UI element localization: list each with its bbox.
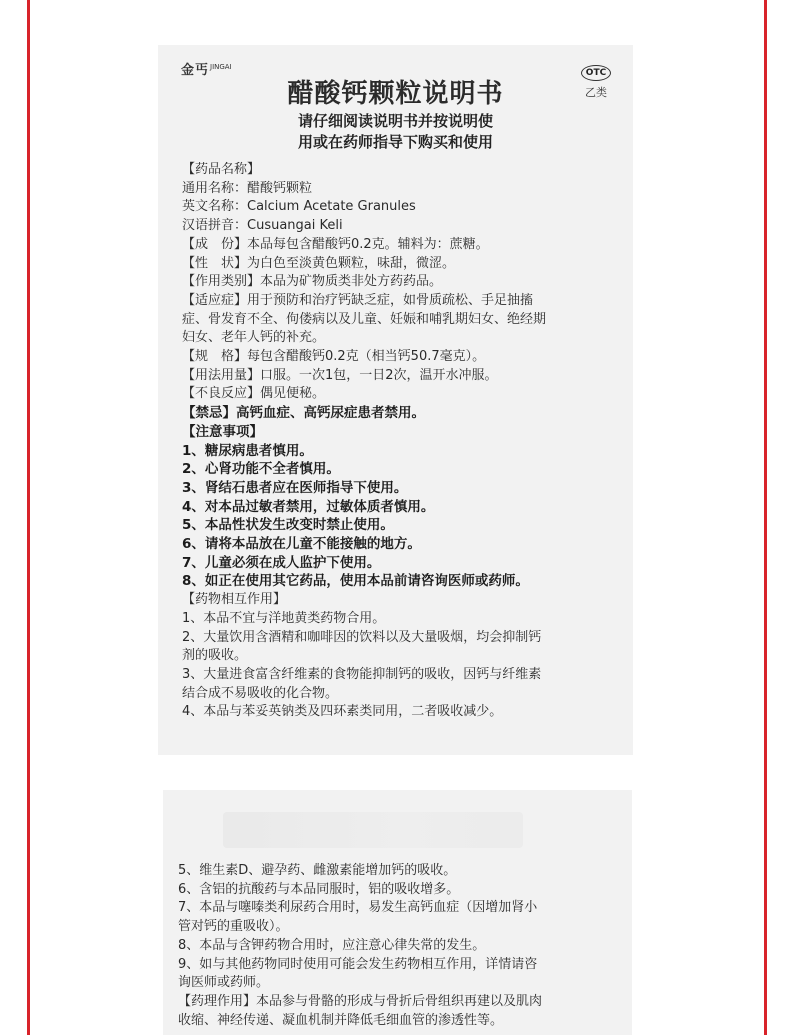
reading-notice xyxy=(158,111,633,153)
leaflet-text-line: 汉语拼音：Cusuangai Keli xyxy=(182,218,343,234)
leaflet-text-line: 7、儿童必须在成人监护下使用。 xyxy=(182,554,381,571)
leaflet-text-line: 6、含铝的抗酸药与本品同服时，铝的吸收增多。 xyxy=(178,881,460,897)
leaflet-text-line: 【性 状】为白色至淡黄色颗粒，味甜，微涩。 xyxy=(182,255,456,271)
leaflet-page-2 xyxy=(163,790,632,1035)
leaflet-body-2 xyxy=(178,862,622,1030)
document-title: 醋酸钙颗粒说明书 xyxy=(287,79,504,109)
leaflet-text-line: 【禁忌】高钙血症、高钙尿症患者禁用。 xyxy=(182,405,425,422)
leaflet-text-line: 询医师或药师。 xyxy=(178,975,270,991)
leaflet-text-line: 8、本品与含钾药物合用时，应注意心律失常的发生。 xyxy=(178,937,486,953)
brand-logo-main: 金丐 xyxy=(181,63,210,78)
reading-notice-line: 请仔细阅读说明书并按说明使 xyxy=(297,112,493,130)
leaflet-text-line: 【注意事项】 xyxy=(182,423,263,440)
leaflet-text-line: 4、对本品过敏者禁用，过敏体质者慎用。 xyxy=(182,498,435,515)
left-border-line xyxy=(27,0,30,1035)
leaflet-text-line: 剂的吸收。 xyxy=(182,648,248,664)
leaflet-text-line: 4、本品与苯妥英钠类及四环素类同用，二者吸收减少。 xyxy=(182,704,503,720)
leaflet-text-line: 1、糖尿病患者慎用。 xyxy=(182,442,313,459)
leaflet-text-line: 7、本品与噻嗪类利尿药合用时，易发生高钙血症（因增加肾小 xyxy=(178,900,538,916)
leaflet-text-line: 【规 格】每包含醋酸钙0.2克（相当钙50.7毫克）。 xyxy=(182,349,486,365)
right-border-line xyxy=(764,0,767,1035)
leaflet-text-line: 通用名称：醋酸钙颗粒 xyxy=(182,180,313,196)
leaflet-text-line: 5、本品性状发生改变时禁止使用。 xyxy=(182,517,394,534)
leaflet-text-line: 结合成不易吸收的化合物。 xyxy=(182,685,339,701)
leaflet-text-line: 【成 份】本品每包含醋酸钙0.2克。辅料为：蔗糖。 xyxy=(182,236,489,252)
leaflet-text-line: 【药物相互作用】 xyxy=(182,592,287,608)
otc-class-label: 乙类 xyxy=(585,86,607,99)
leaflet-text-line: 【药品名称】 xyxy=(182,162,261,177)
leaflet-text-line: 【不良反应】偶见便秘。 xyxy=(182,386,326,402)
leaflet-text-line: 8、如正在使用其它药品，使用本品前请咨询医师或药师。 xyxy=(182,573,529,590)
leaflet-text-line: 管对钙的重吸收）。 xyxy=(178,919,289,935)
reading-notice-line: 用或在药师指导下购买和使用 xyxy=(297,133,493,151)
brand-logo-sub: JINGAI xyxy=(210,62,232,71)
leaflet-text-line: 2、大量饮用含酒精和咖啡因的饮料以及大量吸烟，均会抑制钙 xyxy=(182,629,542,645)
leaflet-text-line: 5、维生素D、避孕药、雌激素能增加钙的吸收。 xyxy=(178,863,457,878)
leaflet-text-line: 症、骨发育不全、佝偻病以及儿童、妊娠和哺乳期妇女、绝经期 xyxy=(182,311,547,327)
leaflet-text-line: 妇女、老年人钙的补充。 xyxy=(182,330,326,346)
leaflet-text-line: 【用法用量】口服。一次1包，一日2次，温开水冲服。 xyxy=(182,367,498,383)
leaflet-text-line: 【作用类别】本品为矿物质类非处方药药品。 xyxy=(182,274,443,290)
leaflet-text-line: 1、本品不宜与洋地黄类药物合用。 xyxy=(182,610,386,626)
leaflet-body-1 xyxy=(182,161,621,722)
otc-badge: OTC xyxy=(581,65,611,81)
leaflet-text-line: 3、大量进食富含纤维素的食物能抑制钙的吸收，因钙与纤维素 xyxy=(182,666,542,682)
leaflet-text-line: 收缩、神经传递、凝血机制并降低毛细血管的渗透性等。 xyxy=(178,1012,504,1028)
leaflet-text-line: 【适应症】用于预防和治疗钙缺乏症，如骨质疏松、手足抽搐 xyxy=(182,292,534,308)
leaflet-text-line: 【药理作用】本品参与骨骼的形成与骨折后骨组织再建以及肌肉 xyxy=(178,993,543,1009)
leaflet-text-line: 3、肾结石患者应在医师指导下使用。 xyxy=(182,479,408,496)
faded-heading-area xyxy=(223,812,523,848)
leaflet-text-line: 6、请将本品放在儿童不能接触的地方。 xyxy=(182,536,421,553)
leaflet-text-line: 2、心肾功能不全者慎用。 xyxy=(182,461,340,478)
leaflet-text-line: 9、如与其他药物同时使用可能会发生药物相互作用，详情请咨 xyxy=(178,956,538,972)
leaflet-text-line: 英文名称：Calcium Acetate Granules xyxy=(182,199,416,215)
leaflet-page-1 xyxy=(158,45,633,755)
